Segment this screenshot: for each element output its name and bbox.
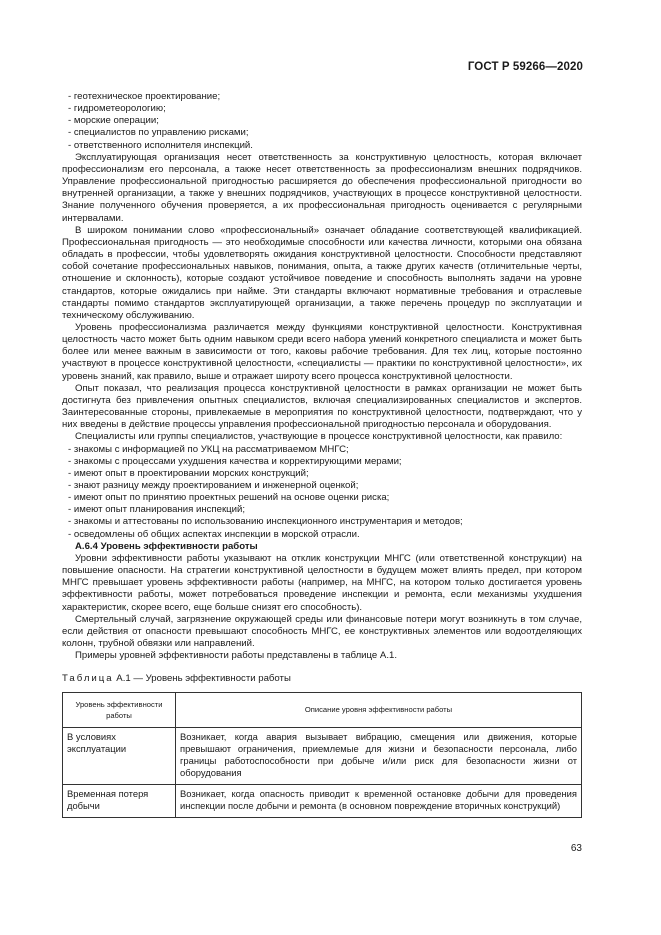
performance-levels-table [62, 692, 582, 819]
list-item: - геотехническое проектирование; [68, 91, 221, 102]
list-item: - гидрометеорологию; [68, 103, 166, 115]
page-content [62, 91, 582, 818]
list-item: - имеют опыт планирования инспекций; [68, 504, 246, 516]
page-number: 63 [570, 843, 582, 854]
list-item: - знают разницу между проектированием и инженерной оценкой; [68, 480, 359, 491]
column-header-level: Уровень эффективности работы [63, 692, 176, 727]
table-caption-label: Таблица [62, 673, 114, 685]
table-header-row [63, 692, 582, 727]
section-heading: A.6.4 Уровень эффективности работы [75, 540, 258, 552]
list-item: - знакомы с информацией по УКЦ на рассматриваемом МНГС; [68, 443, 349, 455]
list-item: - осведомлены об общих аспектах инспекции в морской отрасли. [68, 528, 360, 540]
paragraph: Смертельный случай, загрязнение окружающей среды или финансовые потери могут возникнуть в том случае, если действия от опасности превышают способность МНГС, ее конструктивных элементов или водоотделяющих колонн, трубной обвязки или направлений. [62, 613, 582, 650]
paragraph: Опыт показал, что реализация процесса конструктивной целостности в рамках организации не может быть достигнута без привлечения опытных специалистов, включая специализированных специалистов и экспертов. Заинтересованные стороны, привлекаемые в мероприятия по конструктивной целостности, подтверждают, что у них введены в действие процессы управления профессиональной пригодностью персонала и оборудования. [62, 382, 582, 431]
paragraph: В широком понимании слово «профессиональный» означает обладание соответствующей квалификацией. Профессиональная пригодность — это необходимые способности или качества личности, которыми она обязана обладать в профессии, чтобы удовлетворять ожидания конструктивной целостности. Способности представляют собой сочетание профессиональных навыков, понимания, опыта, а также других качеств (отличительные черты, отношение и склонность), которые создают устойчивое поведение и способность выполнять задачи на уровне стандартов, которые ожидались при найме. Эти стандарты включают нормативные требования и отраслевые стандарты помимо стандартов эксплуатирующей организации, а также перечень процедур по эксплуатации и техническому обслуживанию. [62, 224, 582, 321]
paragraph: Примеры уровней эффективности работы представлены в таблице А.1. [75, 650, 397, 662]
paragraph: Уровни эффективности работы указывают на отклик конструкции МНГС (или ответственной конструкции) на повышение опасности. На стратегии конструктивной целостности в будущем может влиять предел, при котором МНГС превышает уровень эффективности работы (например, на МНГС, на котором только достигается уровень эффективности работы, может потребоваться проведение инспекции и ремонта, если механизмы ухудшения характеристик, скорее всего, еще больше снизят его способность). [62, 552, 582, 613]
list-item: - имеют опыт в проектировании морских конструкций; [68, 467, 309, 479]
list-item: - знакомы с процессами ухудшения качества и корректирующими мерами; [68, 455, 402, 467]
table-caption-title: А.1 — Уровень эффективности работы [113, 673, 291, 685]
table-cell-description: Возникает, когда авария вызывает вибрацию, смещения или движения, которые превышают ограничения, приемлемые для жизни и безопасности персонала, либо границы работоспособности при добыче и/или риск для безопасности жизни от оборудования [176, 727, 582, 784]
list-item: - ответственного исполнителя инспекций. [68, 139, 253, 151]
column-header-description: Описание уровня эффективности работы [176, 692, 582, 727]
table-row [63, 784, 582, 817]
table-cell-level: Временная потеря добычи [63, 784, 176, 817]
table-row [63, 727, 582, 784]
list-item: - знакомы и аттестованы по использованию инспекционного инструментария и методов; [68, 516, 463, 528]
table-cell-level: В условиях эксплуатации [63, 727, 176, 784]
table-cell-description: Возникает, когда опасность приводит к временной остановке добычи для проведения инспекции после добычи и ремонта (в основном повреждение вторичных конструкций) [176, 784, 582, 817]
table-caption [62, 673, 582, 685]
paragraph: Эксплуатирующая организация несет ответственность за конструктивную целостность, которая включает профессионализм его персонала, а также несет ответственность за профессионализм внешних подрядчиков. Управление профессиональной пригодностью расширяется до обеспечения профессиональной пригодности во внутренней организации, а также у внешних подрядчиков, участвующих в процессе конструктивной целостности. Знание полученного обучения проверяется, а их профессиональная пригодность оценивается с регулярными интервалами. [62, 151, 582, 224]
list-item: - имеют опыт по принятию проектных решений на основе оценки риска; [68, 492, 390, 504]
list-item: - специалистов по управлению рисками; [68, 127, 249, 139]
standard-header: ГОСТ Р 59266—2020 [467, 61, 583, 73]
paragraph: Специалисты или группы специалистов, участвующие в процессе конструктивной целостности, как правило: [75, 431, 563, 443]
paragraph: Уровень профессионализма различается между функциями конструктивной целостности. Конструктивная целостность часто может быть одним навыком среди всего набора умений конкретного специалиста и может быть более или менее важным в зависимости от того, каковы рабочие требования. Для тех лиц, которые постоянно участвуют в процессе конструктивной целостности, «специалисты — практики по конструктивной целостности», их уровень знаний, как правило, выше и отражает широту всего процесса конструктивной целостности. [62, 321, 582, 382]
list-item: - морские операции; [68, 115, 159, 127]
